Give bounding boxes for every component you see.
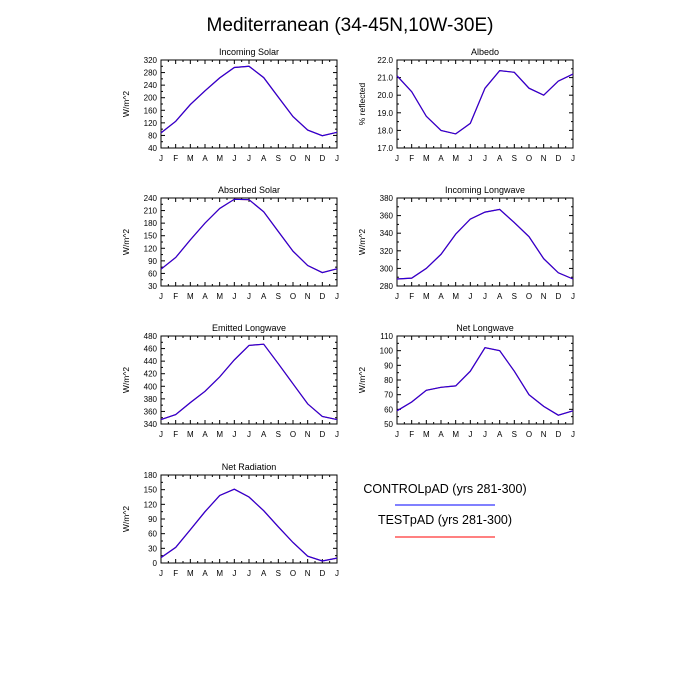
x-tick-label: S xyxy=(275,430,282,439)
x-tick-label: A xyxy=(260,569,267,578)
y-tick-label: 320 xyxy=(143,56,157,65)
x-tick-label: J xyxy=(232,292,237,301)
x-tick-label: J xyxy=(247,430,251,439)
plot-frame-net-longwave xyxy=(397,336,573,424)
y-tick-label: 18.0 xyxy=(377,126,393,136)
panel-title-emitted-longwave: Emitted Longwave xyxy=(211,323,287,333)
x-tick-label: A xyxy=(496,292,503,301)
y-tick-label: 440 xyxy=(143,357,157,367)
x-tick-label: J xyxy=(159,569,163,578)
y-tick-label: 480 xyxy=(143,332,157,341)
y-axis-label-albedo: % reflected xyxy=(357,82,367,126)
y-tick-label: 22.0 xyxy=(377,56,393,65)
y-tick-label: 360 xyxy=(143,407,157,417)
y-tick-label: 460 xyxy=(143,344,157,354)
panel-title-incoming-longwave: Incoming Longwave xyxy=(444,185,526,195)
x-tick-label: O xyxy=(289,569,297,578)
x-tick-label: F xyxy=(409,154,415,163)
y-tick-label: 400 xyxy=(143,382,157,392)
y-tick-label: 90 xyxy=(148,515,157,524)
y-tick-label: 340 xyxy=(379,229,393,239)
x-tick-label: S xyxy=(511,154,518,163)
x-tick-label: M xyxy=(422,292,430,301)
x-tick-label: M xyxy=(452,154,460,163)
x-tick-label: N xyxy=(540,430,547,439)
y-tick-label: 280 xyxy=(379,282,393,291)
panel-net-radiation xyxy=(121,462,339,578)
x-tick-label: O xyxy=(289,430,297,439)
x-tick-label: J xyxy=(335,430,339,439)
series-line-controlpad-yrs-281-300-albedo xyxy=(397,71,573,134)
x-tick-label: N xyxy=(304,154,311,163)
panel-net-longwave xyxy=(357,323,575,439)
x-tick-label: A xyxy=(202,154,208,163)
series-line-controlpad-yrs-281-300-incoming-solar xyxy=(161,66,337,135)
figure-title: Mediterranean (34-45N,10W-30E) xyxy=(206,15,494,36)
x-tick-label: J xyxy=(571,292,575,301)
legend xyxy=(363,482,526,537)
x-tick-label: S xyxy=(511,292,518,301)
series-line-controlpad-yrs-281-300-incoming-longwave xyxy=(397,209,573,279)
y-tick-label: 160 xyxy=(143,106,157,116)
x-tick-label: J xyxy=(247,154,251,163)
x-tick-label: O xyxy=(525,154,533,163)
x-tick-label: D xyxy=(555,154,562,163)
x-tick-label: J xyxy=(232,154,237,163)
x-tick-label: N xyxy=(304,292,311,301)
y-tick-label: 50 xyxy=(384,420,393,429)
x-tick-label: J xyxy=(468,154,473,163)
y-tick-label: 240 xyxy=(143,81,157,91)
x-tick-label: M xyxy=(452,430,460,439)
x-tick-label: M xyxy=(186,154,194,163)
x-tick-label: M xyxy=(422,430,430,439)
x-tick-label: D xyxy=(319,430,326,439)
x-tick-label: J xyxy=(483,154,487,163)
y-axis-label-absorbed-solar: W/m^2 xyxy=(121,228,131,256)
x-tick-label: M xyxy=(216,430,224,439)
x-tick-label: F xyxy=(173,154,179,163)
x-tick-label: J xyxy=(247,292,251,301)
y-tick-label: 340 xyxy=(143,420,157,429)
panel-title-incoming-solar: Incoming Solar xyxy=(218,47,280,57)
x-tick-label: N xyxy=(304,430,311,439)
panel-title-net-longwave: Net Longwave xyxy=(456,323,514,333)
x-tick-label: J xyxy=(159,430,163,439)
y-tick-label: 200 xyxy=(143,93,157,103)
x-tick-label: F xyxy=(173,430,179,439)
series-line-testpad-yrs-281-300-albedo xyxy=(397,71,573,134)
plot-frame-incoming-solar xyxy=(161,60,337,148)
y-tick-label: 100 xyxy=(379,346,393,356)
y-tick-label: 21.0 xyxy=(377,73,393,83)
x-tick-label: S xyxy=(275,569,282,578)
panel-absorbed-solar xyxy=(121,185,339,301)
y-tick-label: 17.0 xyxy=(377,144,393,153)
series-line-controlpad-yrs-281-300-net-longwave xyxy=(397,348,573,416)
y-tick-label: 210 xyxy=(143,206,157,216)
y-tick-label: 110 xyxy=(380,332,393,341)
x-tick-label: D xyxy=(319,292,326,301)
y-tick-label: 280 xyxy=(143,68,157,78)
plot-frame-albedo xyxy=(397,60,573,148)
x-tick-label: A xyxy=(202,430,208,439)
x-tick-label: A xyxy=(438,430,444,439)
y-axis-label-net-radiation: W/m^2 xyxy=(121,505,131,533)
y-tick-label: 120 xyxy=(143,118,157,128)
series-line-testpad-yrs-281-300-net-radiation xyxy=(161,489,337,561)
y-tick-label: 20.0 xyxy=(377,91,393,101)
y-tick-label: 60 xyxy=(148,529,157,539)
panel-emitted-longwave xyxy=(121,323,339,439)
x-tick-label: J xyxy=(571,154,575,163)
x-tick-label: D xyxy=(555,430,562,439)
y-tick-label: 0 xyxy=(152,559,157,568)
x-tick-label: M xyxy=(186,430,194,439)
x-tick-label: O xyxy=(525,430,533,439)
y-tick-label: 40 xyxy=(148,144,157,153)
y-tick-label: 30 xyxy=(148,544,157,554)
x-tick-label: A xyxy=(202,292,208,301)
x-tick-label: N xyxy=(540,154,547,163)
y-tick-label: 180 xyxy=(143,471,157,480)
x-tick-label: O xyxy=(289,292,297,301)
series-line-testpad-yrs-281-300-net-longwave xyxy=(397,348,573,416)
x-tick-label: D xyxy=(319,569,326,578)
x-tick-label: O xyxy=(289,154,297,163)
x-tick-label: S xyxy=(275,154,282,163)
x-tick-label: J xyxy=(571,430,575,439)
y-tick-label: 120 xyxy=(143,500,157,510)
x-tick-label: J xyxy=(159,292,163,301)
x-tick-label: M xyxy=(216,569,224,578)
y-axis-label-emitted-longwave: W/m^2 xyxy=(121,366,131,394)
plot-frame-absorbed-solar xyxy=(161,198,337,286)
y-tick-label: 380 xyxy=(143,394,157,404)
x-tick-label: J xyxy=(335,569,339,578)
x-tick-label: A xyxy=(438,292,444,301)
x-tick-label: J xyxy=(247,569,251,578)
y-axis-label-incoming-longwave: W/m^2 xyxy=(357,228,367,256)
x-tick-label: M xyxy=(452,292,460,301)
x-tick-label: J xyxy=(395,154,399,163)
x-tick-label: S xyxy=(511,430,518,439)
panel-incoming-longwave xyxy=(357,185,575,301)
series-line-testpad-yrs-281-300-incoming-solar xyxy=(161,66,337,135)
x-tick-label: A xyxy=(260,292,267,301)
y-tick-label: 30 xyxy=(148,282,157,291)
y-tick-label: 90 xyxy=(384,361,393,371)
x-tick-label: F xyxy=(409,292,415,301)
x-tick-label: M xyxy=(216,154,224,163)
x-tick-label: J xyxy=(159,154,163,163)
y-tick-label: 60 xyxy=(384,405,393,415)
x-tick-label: M xyxy=(422,154,430,163)
x-tick-label: J xyxy=(483,292,487,301)
x-tick-label: N xyxy=(304,569,311,578)
x-tick-label: M xyxy=(216,292,224,301)
x-tick-label: M xyxy=(186,569,194,578)
x-tick-label: F xyxy=(173,292,179,301)
panel-title-albedo: Albedo xyxy=(470,47,500,57)
x-tick-label: J xyxy=(483,430,487,439)
series-line-controlpad-yrs-281-300-absorbed-solar xyxy=(161,199,337,272)
y-tick-label: 80 xyxy=(148,131,157,141)
panel-albedo xyxy=(357,47,575,163)
x-tick-label: S xyxy=(275,292,282,301)
y-tick-label: 120 xyxy=(143,244,157,254)
legend-label-control: CONTROLpAD (yrs 281-300) xyxy=(363,482,527,496)
x-tick-label: J xyxy=(232,569,237,578)
series-line-testpad-yrs-281-300-incoming-longwave xyxy=(397,209,573,279)
y-axis-label-net-longwave: W/m^2 xyxy=(357,366,367,394)
y-tick-label: 150 xyxy=(143,231,157,241)
x-tick-label: D xyxy=(555,292,562,301)
x-tick-label: A xyxy=(496,430,503,439)
y-tick-label: 19.0 xyxy=(377,108,393,118)
y-tick-label: 420 xyxy=(143,369,157,379)
x-tick-label: J xyxy=(395,292,399,301)
x-tick-label: A xyxy=(202,569,208,578)
x-tick-label: A xyxy=(260,154,267,163)
panels-group xyxy=(121,47,575,578)
x-tick-label: F xyxy=(173,569,179,578)
series-line-testpad-yrs-281-300-absorbed-solar xyxy=(161,199,337,272)
x-tick-label: A xyxy=(260,430,267,439)
panel-title-net-radiation: Net Radiation xyxy=(221,462,277,472)
x-tick-label: J xyxy=(468,430,473,439)
x-tick-label: J xyxy=(395,430,399,439)
y-tick-label: 320 xyxy=(379,246,393,256)
y-tick-label: 70 xyxy=(384,390,393,400)
x-tick-label: J xyxy=(335,154,339,163)
y-tick-label: 180 xyxy=(143,219,157,229)
x-tick-label: F xyxy=(409,430,415,439)
y-tick-label: 150 xyxy=(143,485,157,495)
series-line-controlpad-yrs-281-300-net-radiation xyxy=(161,489,337,561)
legend-label-test: TESTpAD (yrs 281-300) xyxy=(377,513,513,527)
panel-title-absorbed-solar: Absorbed Solar xyxy=(217,185,281,195)
x-tick-label: A xyxy=(438,154,444,163)
y-tick-label: 240 xyxy=(143,194,157,203)
plot-frame-net-radiation xyxy=(161,475,337,563)
plot-frame-incoming-longwave xyxy=(397,198,573,286)
y-axis-label-incoming-solar: W/m^2 xyxy=(121,90,131,118)
y-tick-label: 360 xyxy=(379,211,393,221)
x-tick-label: J xyxy=(335,292,339,301)
y-tick-label: 380 xyxy=(379,194,393,203)
x-tick-label: A xyxy=(496,154,503,163)
x-tick-label: N xyxy=(540,292,547,301)
x-tick-label: O xyxy=(525,292,533,301)
x-tick-label: D xyxy=(319,154,326,163)
y-tick-label: 60 xyxy=(148,269,157,279)
series-line-testpad-yrs-281-300-emitted-longwave xyxy=(161,344,337,419)
panel-incoming-solar xyxy=(121,47,339,163)
series-line-controlpad-yrs-281-300-emitted-longwave xyxy=(161,344,337,419)
y-tick-label: 80 xyxy=(384,376,393,385)
y-tick-label: 300 xyxy=(379,264,393,274)
x-tick-label: M xyxy=(186,292,194,301)
x-tick-label: J xyxy=(468,292,473,301)
y-tick-label: 90 xyxy=(148,256,157,266)
plot-frame-emitted-longwave xyxy=(161,336,337,424)
x-tick-label: J xyxy=(232,430,237,439)
